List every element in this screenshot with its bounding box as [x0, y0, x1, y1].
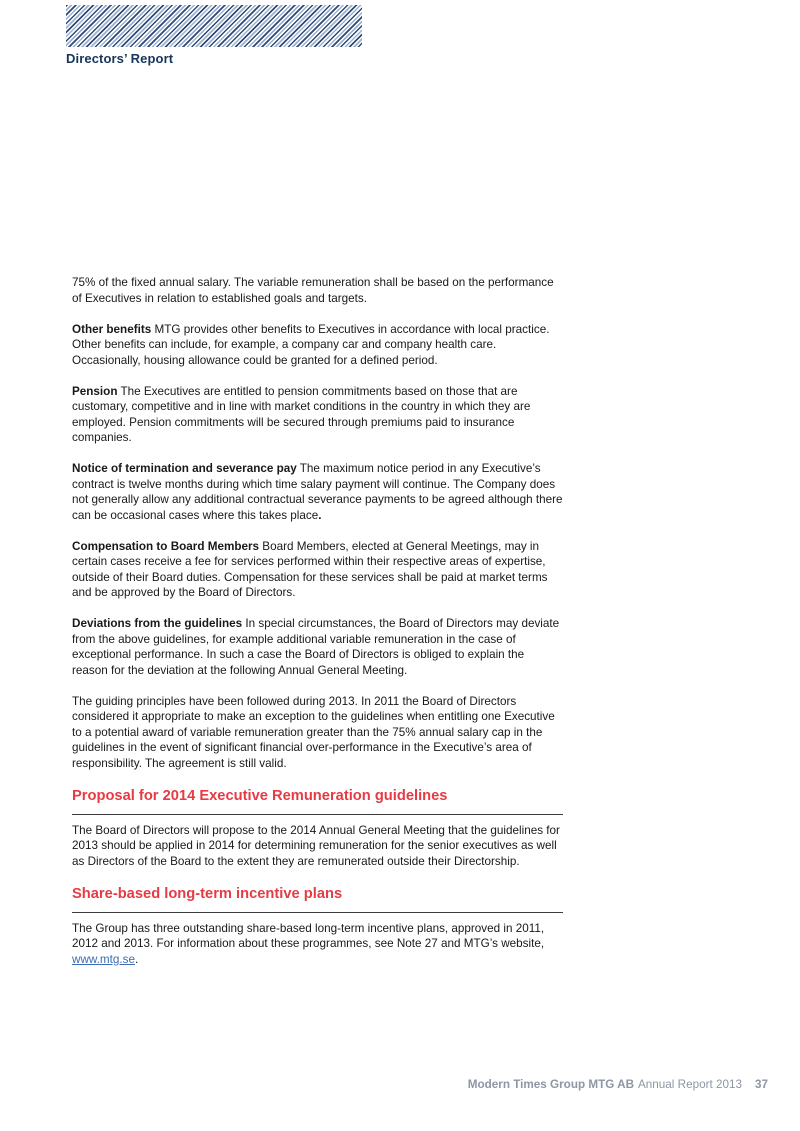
- paragraph-text: Board Members, elected at General Meetings, may in certain cases receive a fee for services performed within their respective areas of expertise, outside of their Board duties. Compensation for these services shall be paid at market terms and be approved by the Board of Directors.: [72, 539, 548, 599]
- paragraph-other-benefits: [72, 322, 563, 369]
- paragraph-lead: Pension: [72, 384, 118, 398]
- paragraph-lead: Other benefits: [72, 322, 152, 336]
- heading-share-based-plans: Share-based long-term incentive plans: [72, 885, 563, 913]
- heading-proposal-2014: Proposal for 2014 Executive Remuneration guidelines: [72, 787, 563, 815]
- section-label: Directors’ Report: [66, 51, 174, 66]
- paragraph-text: The maximum notice period in any Executive’s contract is twelve months during which time salary payment will continue. The Company does not generally allow any additional contractual severance payments to be agreed although there can be occasional cases where this takes place: [72, 462, 563, 522]
- paragraph-text: The Board of Directors will propose to the 2014 Annual General Meeting that the guidelines for 2013 should be applied in 2014 for determining remuneration for the senior executives as well as Directors of the Board to the extent they are remunerated outside their Directorship.: [72, 823, 560, 868]
- paragraph-guiding-principles: [72, 694, 563, 772]
- footer-report-title: Annual Report 2013: [638, 1078, 742, 1091]
- content-column: [72, 275, 563, 983]
- mtg-website-link[interactable]: www.mtg.se: [72, 952, 135, 966]
- paragraph-deviations: [72, 616, 563, 678]
- hatch-banner: [66, 5, 362, 47]
- paragraph-lead: Compensation to Board Members: [72, 539, 260, 553]
- paragraph-variable-remuneration: [72, 275, 563, 306]
- paragraph-text: MTG provides other benefits to Executives in accordance with local practice. Other benefits can include, for example, a company car and company health care. Occasionally, housing allowance could be granted for a defined period.: [72, 322, 550, 367]
- paragraph-lead: Deviations from the guidelines: [72, 617, 243, 630]
- paragraph-bold-period: .: [318, 508, 322, 522]
- footer-company: Modern Times Group MTG AB: [467, 1078, 635, 1091]
- page-footer: [468, 1078, 768, 1091]
- paragraph-text: The Executives are entitled to pension commitments based on those that are customary, competitive and in line with market conditions in the country in which they are employed. Pension commitments will be secured through premiums paid to insurance companies.: [72, 384, 531, 444]
- paragraph-share-based-plans: [72, 921, 563, 968]
- paragraph-text: The guiding principles have been followed during 2013. In 2011 the Board of Directors considered it appropriate to make an exception to the guidelines when entitling one Executive to a potential award of variable remuneration greater than the 75% annual salary cap in the guidelines in the event of significant financial over-performance in the Executive’s area of responsibility. The agreement is still valid.: [72, 694, 555, 770]
- paragraph-proposal-2014: [72, 823, 563, 870]
- paragraph-compensation-board: [72, 539, 563, 601]
- paragraph-lead: Notice of termination and severance pay: [72, 462, 297, 475]
- paragraph-text: The Group has three outstanding share-based long-term incentive plans, approved in 2011, 2012 and 2013. For information about these programmes, see Note 27 and MTG’s website,: [72, 921, 545, 950]
- page-number: 37: [754, 1078, 768, 1091]
- paragraph-text: 75% of the fixed annual salary. The variable remuneration shall be based on the performance of Executives in relation to established goals and targets.: [72, 276, 554, 305]
- paragraph-pension: [72, 384, 563, 446]
- paragraph-text: .: [135, 952, 139, 966]
- paragraph-notice-of-termination: [72, 461, 563, 523]
- paragraph-text: In special circumstances, the Board of Directors may deviate from the above guidelines, for example additional variable remuneration in the case of exceptional performance. In such a case the Board of Directors is obliged to explain the reason for the deviation at the following Annual General Meeting.: [72, 617, 560, 677]
